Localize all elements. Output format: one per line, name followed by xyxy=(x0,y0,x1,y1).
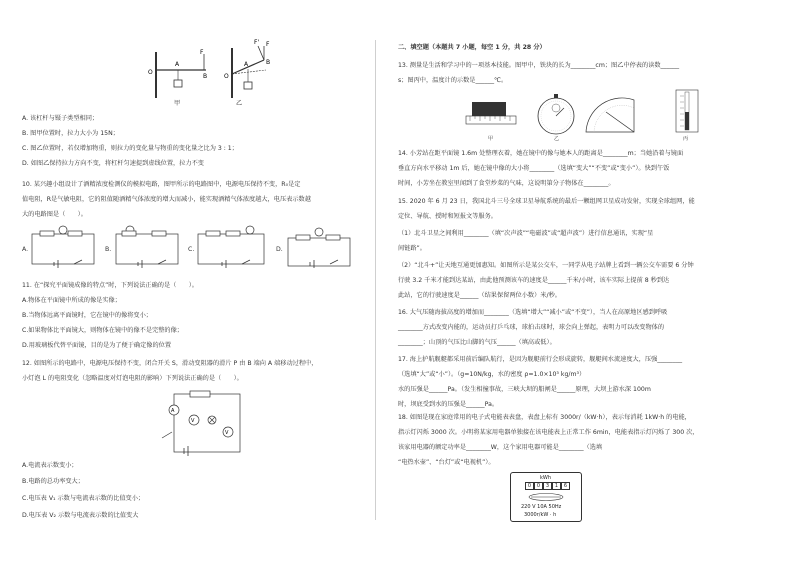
q11-line-4: C.如果物体比平面镜大，则物体在镜中的像不是完整的像； xyxy=(22,327,183,334)
fig-mark-o2: O xyxy=(224,73,229,80)
q9-option-c: C. 图乙位置时，若仅增加物重，则拉力的变化量与物重的变化量之比为 3 : 1； xyxy=(22,145,238,152)
circuit-d xyxy=(286,226,354,268)
fig-mark-a: A xyxy=(175,61,180,68)
q17-line-3: 水的压强是______Pa。（发生相撞事故，三峡大坝的船闸是______原理，大坝上游水深 100m xyxy=(398,386,651,393)
meter-digit: 3 xyxy=(543,482,552,490)
fig-mark-b: B xyxy=(203,73,208,80)
circuit-a xyxy=(30,224,98,268)
circuit-label-d: D. xyxy=(276,246,283,253)
q18-line-2: 指示灯闪烁 3000 次。小明将某家用电器单独接在该电能表上正常工作 6min，电能表指示灯闪烁了 300 次， xyxy=(398,429,699,436)
lever-figure-yi xyxy=(224,39,284,104)
dial-figure xyxy=(582,92,638,136)
q10-line-2: 值电阻，R是气敏电阻，它的阻值随酒精气体浓度的增大而减小，能实现酒精气体浓度越大，电压表示数越 xyxy=(22,196,311,203)
q12-line-2: 小灯泡 L 的电阻变化（忽略温度对灯泡电阻的影响）下列说法正确的是（ ）。 xyxy=(22,375,243,382)
fig-mark-o: O xyxy=(148,69,153,76)
q15-line-1: 15. 2020 年 6 月 23 日，我国北斗三号全球卫星导航系统的最后一颗组网卫星成功发射，实现全球组网，能 xyxy=(398,198,695,205)
q15-line-4: 间链路”。 xyxy=(398,245,426,252)
stopwatch-figure xyxy=(534,92,578,136)
q12-option-b: B.电路的总功率变大； xyxy=(22,478,84,485)
circuit-c xyxy=(196,224,268,268)
meter-rate: 3000r/kW · h xyxy=(524,512,557,518)
meter-indicator-icon xyxy=(527,492,565,502)
q18-line-1: 18. 如图是现在家庭常用的电子式电能表表盘，表盘上标有 3000r/（kW·h），表示每消耗 1kW·h 的电能， xyxy=(398,414,691,421)
circuit-label-b: B. xyxy=(105,246,112,253)
section-title: 二、填空题（本题共 7 小题，每空 1 分，共 28 分） xyxy=(398,44,546,51)
svg-text:A: A xyxy=(171,408,175,414)
meter-digit: 0 xyxy=(534,482,543,490)
meter-digits xyxy=(525,482,570,490)
left-column xyxy=(0,0,380,562)
q11-line-3: B.当物体远离平面镜时，它在镜中的像将变小； xyxy=(22,312,152,319)
q12-circuit xyxy=(160,388,250,458)
q17-line-4: 时，坝底受到水的压强是______Pa。 xyxy=(398,401,499,408)
fig-mark-f: F xyxy=(200,49,204,56)
fig-mark-f2: F xyxy=(266,41,270,48)
q14-line-1: 14. 小芳站在距平面镜 1.6m 处整理衣着，她在镜中的像与她本人的距离是________m；当她沿着与镜面 xyxy=(398,150,684,157)
fig-mark-f2b: F' xyxy=(254,39,260,46)
svg-text:V: V xyxy=(191,418,195,424)
meter-digit: 1 xyxy=(552,482,561,490)
fig-label-yi: 乙 xyxy=(236,100,243,107)
circuit-b xyxy=(114,224,182,268)
fig-label-jia: 甲 xyxy=(174,100,181,107)
q13-line-2: s；图丙中，温度计的示数是______℃。 xyxy=(398,77,508,84)
q14-line-2: 垂直方向水平移动 1m 后，她在镜中像的大小将________（选填“变大”“不变”或“变小”）。快到午饭 xyxy=(398,165,670,172)
meter-unit: kWh xyxy=(540,475,552,481)
fig-mark-a2: A xyxy=(244,61,249,68)
thermometer-figure xyxy=(674,88,700,138)
q13-caption-jia: 甲 xyxy=(488,136,494,142)
meter-spec: 220 V 10A 50Hz xyxy=(521,504,562,510)
q15-line-5: （2）“北斗+”让天地互通更加惠知。如图所示是某公交车，一同学从电子站牌上看到一辆公交车需要 6 分钟 xyxy=(398,262,694,269)
q13-caption-yi: 乙 xyxy=(554,136,560,142)
meter-digit: 0 xyxy=(525,482,534,490)
ruler-figure xyxy=(466,100,518,132)
fig-mark-b2: B xyxy=(266,59,271,66)
q17-line-1: 17. 海上护航舰艇都采用前后编队航行，是因为舰艇前行会形成旋转，舰艇间水流速度大，压强________ xyxy=(398,356,683,363)
q11-line-2: A.物体在平面镜中所成的像是实像； xyxy=(22,297,121,304)
q18-line-3: 该家用电器的额定功率是________W，这个家用电器可能是________（选填 xyxy=(398,444,603,451)
meter-digit: 6 xyxy=(561,482,570,490)
q12-option-c: C.电压表 V₁ 示数与电流表示数的比值变小； xyxy=(22,495,145,502)
electric-meter xyxy=(510,472,582,522)
q10-line-3: 大的电路图是（ ）。 xyxy=(22,211,87,218)
lever-figure-jia xyxy=(148,48,218,104)
q17-line-2: （选填“大”或“小”）。（g=10N/kg，水的密度 ρ=1.0×10³ kg/m³） xyxy=(398,371,586,378)
circuit-label-a: A. xyxy=(22,246,29,253)
q12-line-1: 12. 如图所示的电路中，电源电压保持不变，闭合开关 S，滑动变阻器的滑片 P 由 B 端向 A 端移动过程中， xyxy=(22,360,318,367)
svg-text:V: V xyxy=(225,430,229,436)
q13-caption-bing: 丙 xyxy=(683,136,689,142)
q9-option-a: A. 该杠杆与镊子类型相同； xyxy=(22,115,99,122)
q15-line-3: （1）北斗卫星之间利用________（填“次声波”“电磁波”或“超声波”）进行信息通讯，实现“星 xyxy=(398,230,654,237)
circuit-label-c: C. xyxy=(188,246,195,253)
q10-line-1: 10. 某兴趣小组设计了酒精浓度检测仪的模拟电路，图甲所示的电路图中，电源电压保持不变，R₀是定 xyxy=(22,181,301,188)
q16-line-3: ________；山顶的气压比山脚的气压______（填高或低）。 xyxy=(398,339,556,346)
q12-option-a: A.电流表示数变小； xyxy=(22,462,78,469)
q16-line-1: 16. 大气压随海拔高度的增加而________（选填“增大”“减小”或“不变”），当人在高原地区感到呼吸 xyxy=(398,309,668,316)
q15-line-7: 此站，它的行驶速度是______（结果保留两位小数）米/秒。 xyxy=(398,292,561,299)
q18-line-4: “电热水壶”、“台灯”或“电视机”）。 xyxy=(398,459,495,466)
q16-line-2: ________方式改变内能的，运动员打乒乓球，球拍击球时，球会向上弹起，表明力可以改变物体的 xyxy=(398,324,665,331)
q15-line-2: 定位、导航、授时和短报文等服务。 xyxy=(398,213,497,220)
q13-line-1: 13. 测量是生活和学习中的一项基本技能。图甲中，铁块的长为________cm；图乙中停表的读数______ xyxy=(398,62,680,69)
q11-line-5: D.用玻璃板代替平面镜，目的是为了便于确定像的位置 xyxy=(22,342,172,349)
q15-line-6: 行驶 3.2 千米才能到达某站，由此他预测该车的速度是______千米/小时，该车实际上提前 8 秒到达 xyxy=(398,277,670,284)
q9-option-b: B. 图甲位置时，拉力大小为 15N； xyxy=(22,130,119,137)
q12-option-d: D.电压表 V₂ 示数与电流表示数的比值变大 xyxy=(22,512,139,519)
q14-line-3: 时间，小芳坐在教室里闻到了食堂炒菜的气味，这说明第分子物体在________。 xyxy=(398,180,615,187)
right-column xyxy=(382,0,794,562)
q11-line-1: 11. 在“探究平面镜成像的特点”时，下列说法正确的是（ ）。 xyxy=(22,282,198,289)
q9-option-d: D. 如图乙保持拉力方向不变，将杠杆匀速提到虚线位置，拉力不变 xyxy=(22,160,204,167)
